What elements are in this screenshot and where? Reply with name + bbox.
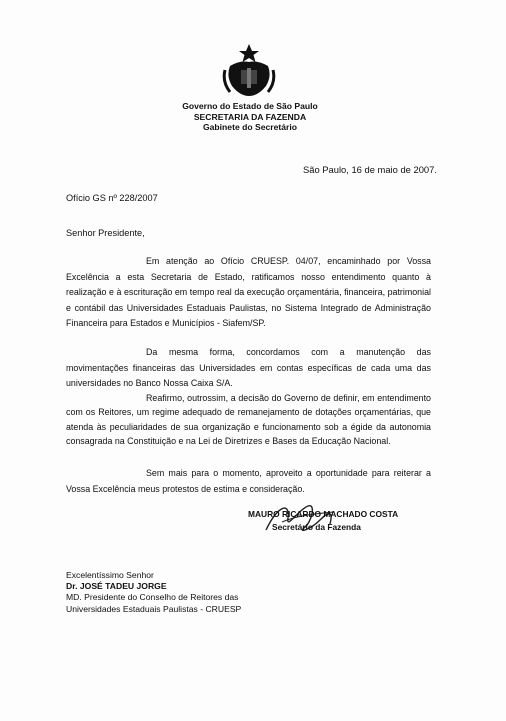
body-paragraph-3: Reafirmo, outrossim, a decisão do Governo de definir, em entendimento com os Reitores, um regime adequado de remanejamento de dotações orçamentárias, que atenda às peculiaridades de sua organização e funcionamento sob a égide da autonomia consagrada na Constituição e na Lei de Diretrizes e Bases da Educação Nacional. xyxy=(66,393,431,447)
letterhead xyxy=(150,101,350,133)
body-paragraph-4: Sem mais para o momento, aproveito a oportunidade para reiterar a Vossa Excelência meus protestos de estima e consideração. xyxy=(66,468,431,494)
signer-name: MAURO RICARDO MACHADO COSTA xyxy=(248,509,399,519)
sao-paulo-coat-of-arms-icon xyxy=(222,42,276,98)
addressee-name: Dr. JOSÉ TADEU JORGE xyxy=(66,581,167,592)
letterhead-secretariat: SECRETARIA DA FAZENDA xyxy=(193,111,307,122)
signer-title: Secretário da Fazenda xyxy=(272,522,361,532)
addressee-greeting: Excelentíssimo Senhor xyxy=(66,570,154,580)
addressee-block xyxy=(66,570,241,615)
addressee-institution: Universidades Estaduais Paulistas - CRUESP xyxy=(66,603,242,614)
letterhead-cabinet: Gabinete do Secretário xyxy=(202,122,298,132)
addressee-role: MD. Presidente do Conselho de Reitores das xyxy=(66,592,239,603)
letter-reference: Ofício GS nº 228/2007 xyxy=(66,193,158,203)
body-paragraph-1: Em atenção ao Ofício CRUESP. 04/07, encaminhado por Vossa Excelência a esta Secretaria de Estado, ratificamos nosso entendimento quanto à realização e à escrituração em tempo real da execução orçamentária, financeira, patrimonial e contábil das Universidades Estaduais Paulistas, no Sistema Integrado de Administração Financeira para Estados e Municípios - Siafem/SP. xyxy=(66,256,431,328)
salutation: Senhor Presidente, xyxy=(66,228,145,238)
letterhead-government: Governo do Estado de São Paulo xyxy=(182,101,318,111)
body-paragraph-2: Da mesma forma, concordamos com a manutenção das movimentações financeiras das Universidades em contas específicas de cada uma das universidades no Banco Nossa Caixa S/A. xyxy=(66,347,431,388)
letter-date: São Paulo, 16 de maio de 2007. xyxy=(303,164,437,175)
signature-block xyxy=(248,508,398,534)
